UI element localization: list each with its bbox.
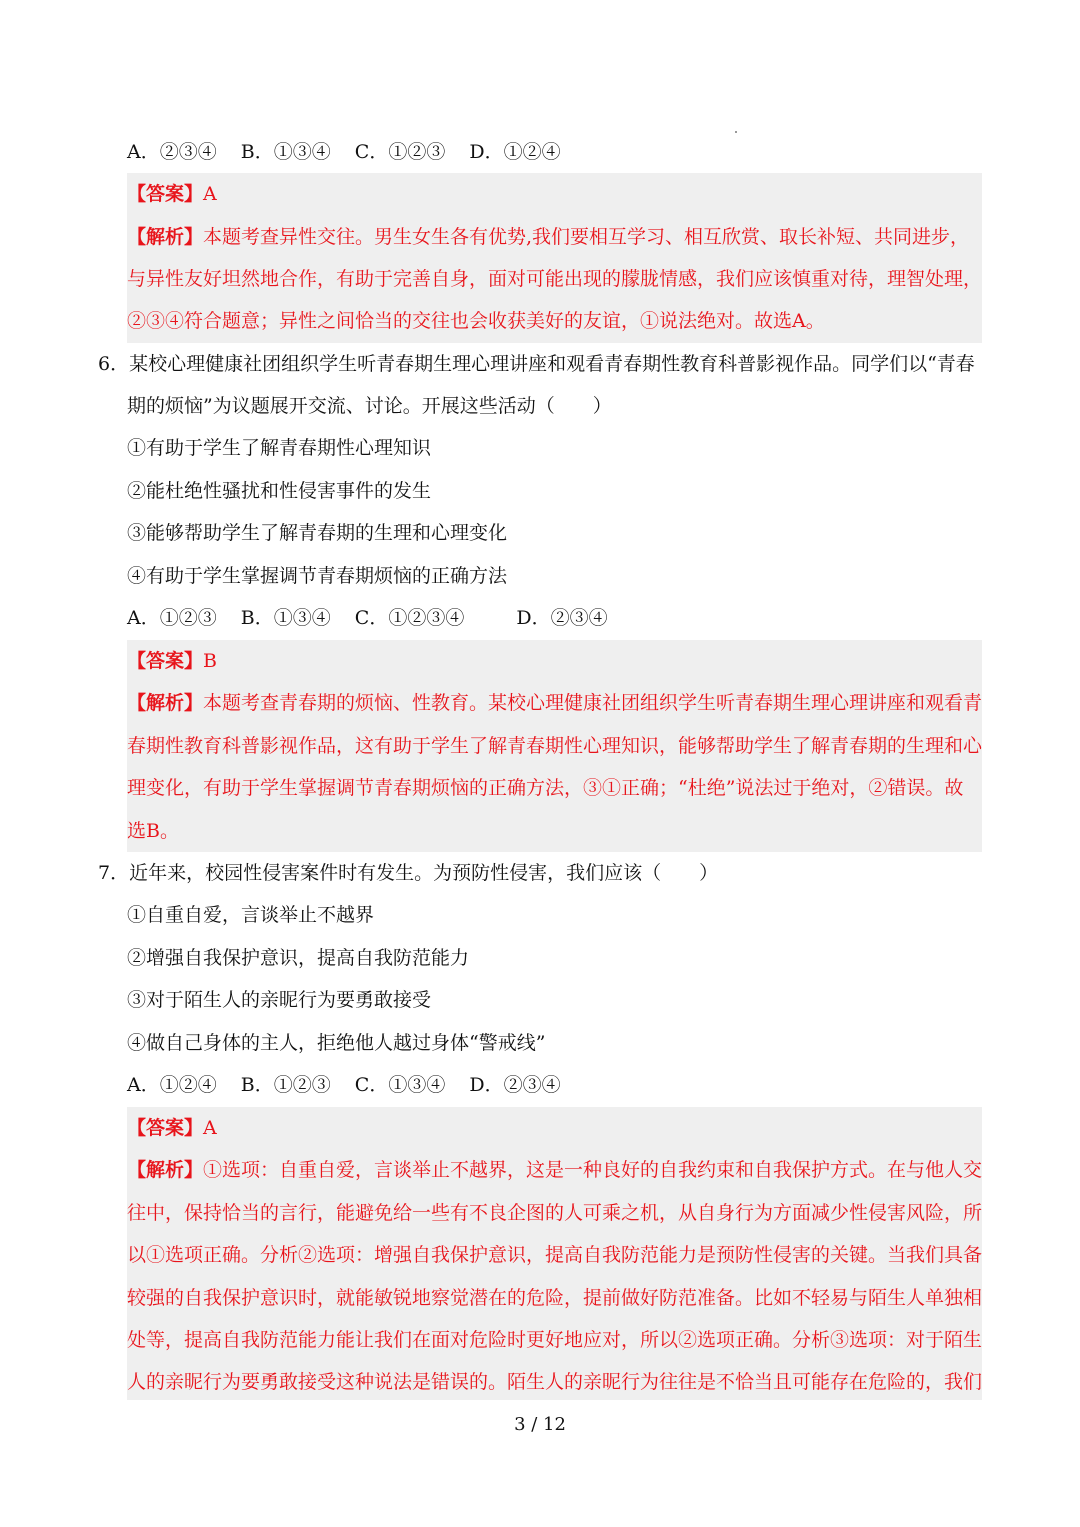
q7-option-b[interactable]: B．①②③ [240, 1074, 331, 1096]
q6-analysis-line: 【解析】本题考查青春期的烦恼、性教育。某校心理健康社团组织学生听青春期生理心理讲座和观看青 [127, 692, 983, 714]
q6-answer [127, 640, 982, 682]
q6-stem: 期的烦恼”为议题展开交流、讨论。开展这些活动（ ） [127, 395, 612, 417]
q6-options [127, 597, 982, 639]
answer-label: 【答案】 [127, 183, 204, 205]
q6-option-c[interactable]: C．①②③④ [354, 607, 465, 629]
q5-option-d[interactable]: D．①②④ [469, 141, 561, 163]
answer-value: B [203, 650, 217, 672]
q5-option-b[interactable]: B．①③④ [240, 141, 331, 163]
q7-statement-1: ①自重自爱，言谈举止不越界 [127, 904, 375, 926]
answer-value: A [203, 1117, 217, 1139]
analysis-label: 【解析】 [127, 692, 204, 714]
q6-option-d[interactable]: D．②③④ [516, 607, 608, 629]
q7-option-a[interactable]: A．①②④ [127, 1074, 217, 1096]
q7-option-d[interactable]: D．②③④ [469, 1074, 561, 1096]
q7-analysis-line: 较强的自我保护意识时，就能敏锐地察觉潜在的危险，提前做好防范准备。比如不轻易与陌生人单独相 [127, 1287, 983, 1309]
q7-analysis-line: 往中，保持恰当的言行，能避免给一些有不良企图的人可乘之机，从自身行为方面减少性侵害风险，所 [127, 1202, 983, 1224]
page-number: 3 / 12 [514, 1414, 566, 1435]
q6-analysis-line: 选B。 [127, 820, 179, 842]
q7-stem: 7．近年来，校园性侵害案件时有发生。为预防性侵害，我们应该（ ） [98, 862, 719, 884]
q7-answer [127, 1107, 982, 1149]
q6-option-b[interactable]: B．①③④ [240, 607, 331, 629]
answer-label: 【答案】 [127, 1117, 204, 1139]
q7-analysis-line: 处等，提高自我防范能力能让我们在面对危险时更好地应对，所以②选项正确。分析③选项：对于陌生 [127, 1329, 983, 1351]
analysis-label: 【解析】 [127, 1159, 204, 1181]
q7-option-c[interactable]: C．①③④ [354, 1074, 446, 1096]
q5-option-a[interactable]: A．②③④ [127, 141, 217, 163]
q5-answer [127, 173, 982, 215]
q6-analysis-line: 理变化，有助于学生掌握调节青春期烦恼的正确方法，③①正确；“杜绝”说法过于绝对，②错误。故 [127, 777, 964, 799]
q7-analysis-line: 【解析】①选项：自重自爱，言谈举止不越界，这是一种良好的自我约束和自我保护方式。在与他人交 [127, 1159, 983, 1181]
q7-options [127, 1064, 982, 1106]
q6-option-a[interactable]: A．①②③ [127, 607, 217, 629]
q5-analysis-line: ②③④符合题意；异性之间恰当的交往也会收获美好的友谊，①说法绝对。故选A。 [127, 310, 825, 332]
q7-statement-4: ④做自己身体的主人，拒绝他人越过身体“警戒线” [127, 1032, 546, 1054]
q7-statement-3: ③对于陌生人的亲昵行为要勇敢接受 [127, 989, 432, 1011]
q5-options [127, 131, 982, 173]
answer-value: A [203, 183, 217, 205]
q5-option-c[interactable]: C．①②③ [354, 141, 446, 163]
q5-analysis-line: 【解析】本题考查异性交往。男生女生各有优势,我们要相互学习、相互欣赏、取长补短、共同进步， [127, 226, 970, 248]
q6-statement-4: ④有助于学生掌握调节青春期烦恼的正确方法 [127, 565, 508, 587]
q6-analysis-line: 春期性教育科普影视作品，这有助于学生了解青春期性心理知识，能够帮助学生了解青春期的生理和心 [127, 735, 983, 757]
q7-statement-2: ②增强自我保护意识，提高自我防范能力 [127, 947, 470, 969]
q7-analysis-line: 人的亲昵行为要勇敢接受这种说法是错误的。陌生人的亲昵行为往往是不恰当且可能存在危险的，我们 [127, 1371, 983, 1393]
q6-statement-2: ②能杜绝性骚扰和性侵害事件的发生 [127, 480, 432, 502]
q6-statement-3: ③能够帮助学生了解青春期的生理和心理变化 [127, 522, 508, 544]
q6-statement-1: ①有助于学生了解青春期性心理知识 [127, 437, 432, 459]
q7-analysis-line: 以①选项正确。分析②选项：增强自我保护意识，提高自我防范能力是预防性侵害的关键。当我们具备 [127, 1244, 983, 1266]
analysis-label: 【解析】 [127, 226, 204, 248]
q6-stem: 6．某校心理健康社团组织学生听青春期生理心理讲座和观看青春期性教育科普影视作品。同学们以“青春 [98, 353, 975, 375]
q5-analysis-line: 与异性友好坦然地合作，有助于完善自身，面对可能出现的朦胧情感，我们应该慎重对待，理智处理， [127, 268, 983, 290]
answer-label: 【答案】 [127, 650, 204, 672]
